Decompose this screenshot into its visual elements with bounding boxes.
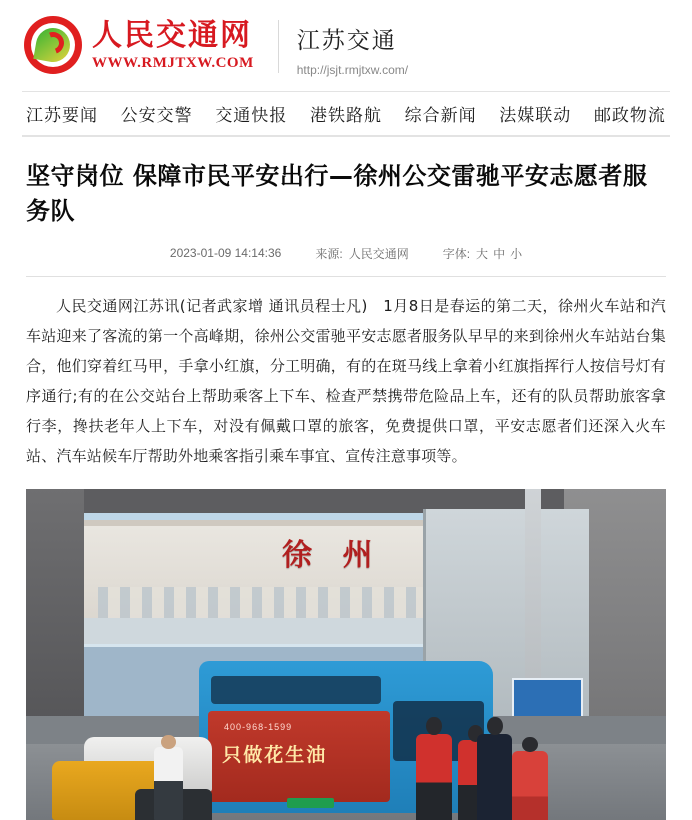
site-logo[interactable] [24, 16, 254, 74]
page-title: 坚守岗位 保障市民平安出行—徐州公交雷驰平安志愿者服务队 [26, 162, 648, 225]
article-meta [26, 245, 666, 276]
photo-volunteer [477, 734, 512, 820]
nav-item-law-media[interactable]: 法媒联动 [499, 106, 572, 126]
article-photo [26, 489, 666, 820]
fontsize-label: 字体: [442, 246, 471, 261]
photo-volunteer [416, 734, 451, 820]
site-header [0, 0, 692, 87]
rmjtxw-logo-icon [24, 16, 82, 74]
fontsize-large-button[interactable]: 大 [476, 246, 489, 261]
source-value: 人民交通网 [348, 246, 409, 261]
nav-item-general-news[interactable]: 综合新闻 [404, 106, 477, 126]
photo-bus-advert-phone: 400-968-1599 [224, 722, 293, 733]
article-container [0, 137, 692, 820]
nav-item-traffic-police[interactable]: 公安交警 [120, 106, 193, 126]
fontsize-medium-button[interactable]: 中 [493, 246, 506, 261]
nav-item-jiangsu-news[interactable]: 江苏要闻 [26, 106, 98, 126]
photo-bus-advert [208, 711, 391, 802]
logo-title: 人民交通网 [92, 17, 252, 53]
article-source [315, 245, 408, 262]
photo-bus-window-upper [211, 676, 382, 703]
photo-bus-advert-text: 只做花生油 [222, 744, 328, 767]
header-divider [278, 20, 279, 73]
logo-domain: WWW.RMJTXW.COM [92, 54, 254, 71]
article-datetime: 2023-01-09 14:14:36 [169, 246, 282, 261]
nav-item-traffic-express[interactable]: 交通快报 [215, 106, 288, 126]
meta-divider [26, 276, 666, 277]
photo-pedestrian [154, 747, 183, 820]
nav-item-post-logistics[interactable]: 邮政物流 [593, 106, 666, 126]
photo-bus-license-plate [287, 798, 334, 809]
article-body: 人民交通网江苏讯(记者武家增 通讯员程士凡) 1月8日是春运的第二天，徐州火车站和汽车站迎来了客流的第一个高峰期，徐州公交雷驰平安志愿者服务队早早的来到徐州火车站站台集合，他们穿着红马甲，手拿小红旗，分工明确，有的在斑马线上拿着小红旗指挥行人按信号灯有序通行;有的在公交站台上帮助乘客上下车、检查严禁携带危险品上车，还有的队员帮助旅客拿行李，搀扶老年人上下车，对没有佩戴口罩的旅客，免费提供口罩，平安志愿者们还深入火车站、汽车站候车厅帮助外地乘客指引乘车事宜、宣传注意事项等。 [26, 296, 666, 465]
photo-station-sign: 徐 州 [282, 537, 383, 573]
photo-station-windows [98, 587, 453, 622]
nav-item-port-rail-air[interactable]: 港铁路航 [309, 106, 382, 126]
logo-text-block [92, 19, 254, 72]
site-identity [297, 16, 408, 77]
source-label: 来源: [315, 246, 343, 261]
main-navigation [22, 91, 670, 137]
fontsize-control [443, 245, 522, 262]
site-name: 江苏交通 [296, 28, 397, 54]
site-url[interactable]: http://jsjt.rmjtxw.com/ [296, 63, 409, 77]
fontsize-small-button[interactable]: 小 [510, 246, 523, 261]
photo-volunteer [512, 751, 547, 820]
